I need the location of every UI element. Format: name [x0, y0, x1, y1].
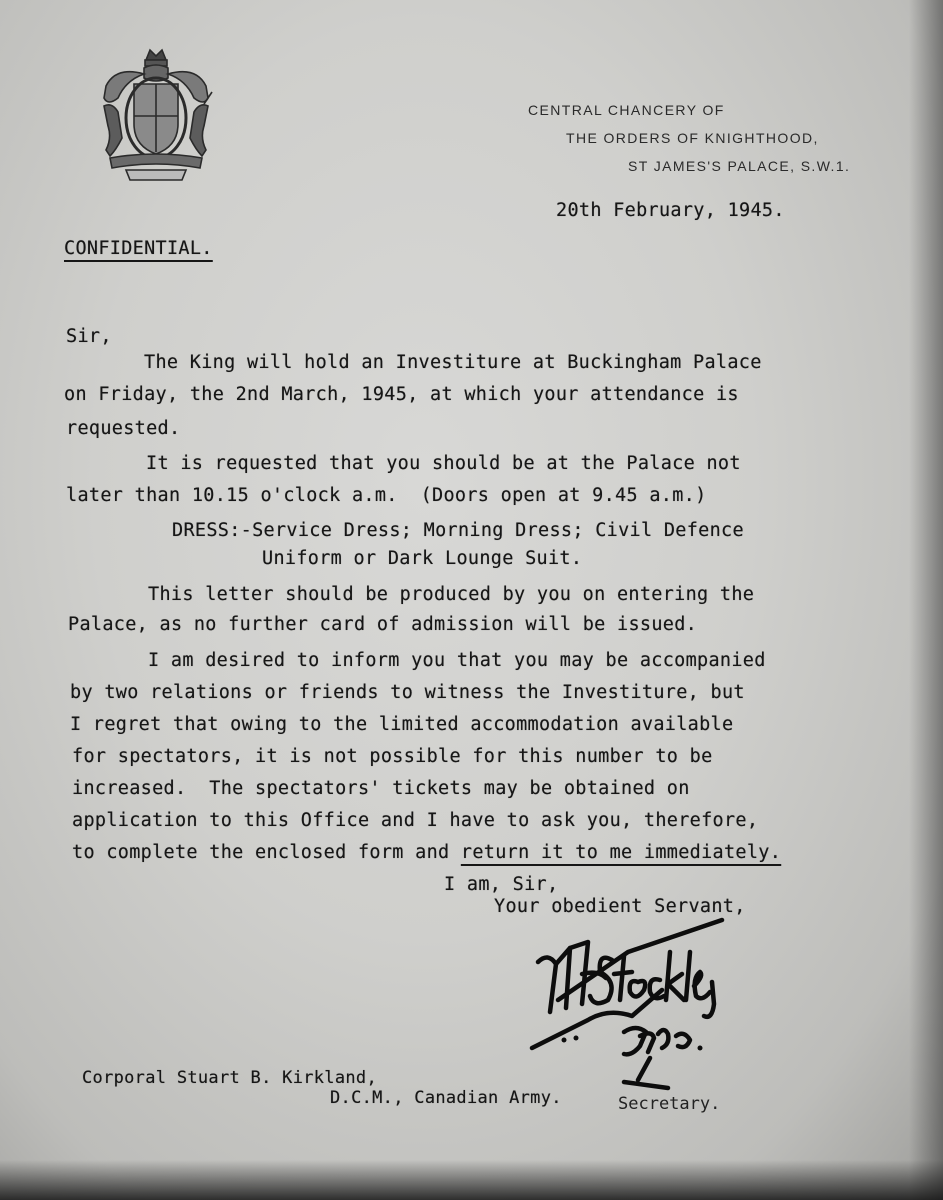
recipient-line-1: Corporal Stuart B. Kirkland, [82, 1068, 377, 1088]
paragraph-4-line-7 [72, 842, 781, 863]
paragraph-1-line-2: on Friday, the 2nd March, 1945, at which your attendance is [64, 384, 739, 405]
paragraph-1-line-1: The King will hold an Investiture at Buckingham Palace [144, 352, 762, 373]
page-shadow-right [909, 0, 943, 1200]
recipient-line-2: D.C.M., Canadian Army. [330, 1088, 562, 1108]
closing-line-1: I am, Sir, [444, 874, 559, 895]
confidential-heading: CONFIDENTIAL. [64, 238, 213, 259]
paragraph-3-line-1: This letter should be produced by you on entering the [148, 584, 755, 605]
letterhead-line-3: ST JAMES'S PALACE, S.W.1. [628, 158, 851, 174]
paragraph-4-line-7-start: to complete the enclosed form and [72, 842, 461, 863]
paragraph-1-line-3: requested. [66, 418, 181, 439]
paragraph-2-line-2: later than 10.15 o'clock a.m. (Doors open at 9.45 a.m.) [66, 485, 707, 506]
letter-date: 20th February, 1945. [556, 200, 785, 221]
paragraph-4-line-1: I am desired to inform you that you may be accompanied [148, 650, 766, 671]
return-immediately-emphasis: return it to me immediately. [460, 842, 782, 863]
royal-coat-of-arms-icon [96, 46, 216, 182]
paragraph-3-line-2: Palace, as no further card of admission will be issued. [68, 614, 698, 635]
signatory-title: Secretary. [618, 1094, 721, 1114]
paragraph-4-line-2: by two relations or friends to witness the Investiture, but [70, 682, 745, 703]
handwritten-signature-icon [528, 912, 728, 1097]
paragraph-4-line-4: for spectators, it is not possible for this number to be [72, 746, 713, 767]
page-shadow-bottom [0, 1160, 943, 1200]
paragraph-2-line-1: It is requested that you should be at the Palace not [146, 453, 741, 474]
letterhead-line-2: THE ORDERS OF KNIGHTHOOD, [566, 130, 819, 146]
paragraph-4-line-3: I regret that owing to the limited accommodation available [70, 714, 734, 735]
closing-line-2: Your obedient Servant, [494, 896, 746, 917]
dress-line-2: Uniform or Dark Lounge Suit. [262, 548, 583, 569]
dress-line-1: DRESS:-Service Dress; Morning Dress; Civil Defence [172, 520, 744, 541]
salutation: Sir, [66, 326, 112, 347]
paragraph-4-line-5: increased. The spectators' tickets may be obtained on [72, 778, 690, 799]
letterhead-line-1: CENTRAL CHANCERY OF [528, 102, 725, 118]
paragraph-4-line-6: application to this Office and I have to ask you, therefore, [72, 810, 759, 831]
